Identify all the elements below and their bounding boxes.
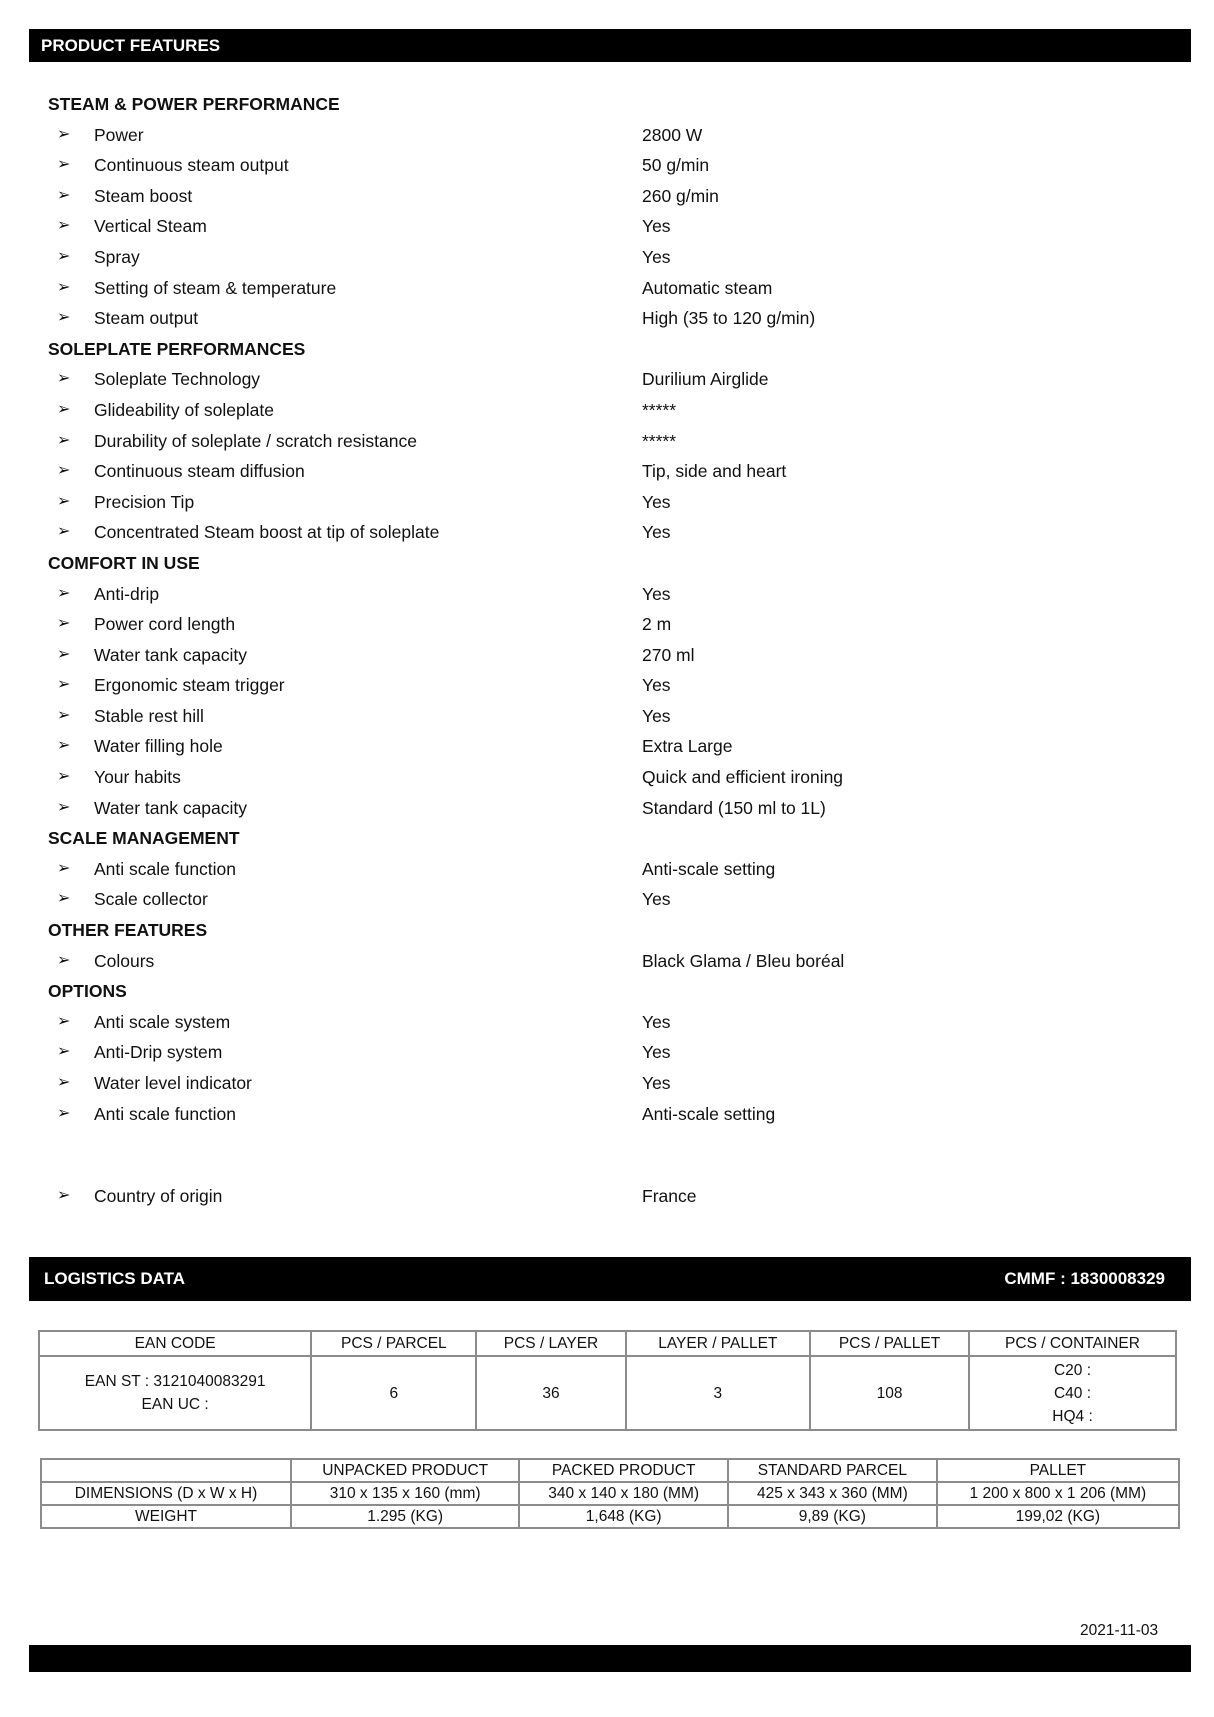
feature-row [48,1068,1168,1099]
feature-label: Vertical Steam [94,216,207,237]
feature-label: Water tank capacity [94,644,248,665]
product-features-title: PRODUCT FEATURES [41,36,221,55]
feature-row [48,211,1168,242]
ean-header-cell: PCS / PARCEL [311,1331,476,1356]
dim-cell: 1.295 (KG) [291,1505,519,1528]
feature-value: Yes [642,246,671,267]
logistics-title: LOGISTICS DATA [44,1269,186,1288]
feature-label: Glideability of soleplate [94,399,274,420]
container-hq4: HQ4 : [1052,1407,1093,1425]
feature-row [48,731,1168,762]
feature-value: Yes [642,889,671,910]
dim-header-cell: STANDARD PARCEL [728,1459,937,1482]
pcs-container-cell [969,1356,1176,1430]
dim-cell: WEIGHT [41,1505,291,1528]
pcs-layer-cell: 36 [476,1356,625,1430]
product-features-header [29,29,1191,62]
feature-row [48,579,1168,610]
arrow-bullet-icon: ➢ [57,798,71,816]
feature-label: Country of origin [94,1186,223,1207]
feature-label: Your habits [94,767,181,788]
arrow-bullet-icon: ➢ [57,645,71,663]
arrow-bullet-icon: ➢ [57,309,71,327]
dimensions-table [40,1458,1180,1529]
feature-label: Precision Tip [94,491,195,512]
feature-value: Standard (150 ml to 1L) [642,797,826,818]
features-list [48,89,1168,1212]
dim-header-cell [41,1459,291,1482]
ean-header-cell: PCS / LAYER [476,1331,625,1356]
feature-row [48,120,1168,151]
feature-value: 270 ml [642,644,695,665]
feature-value: 260 g/min [642,185,719,206]
dimensions-row [41,1482,1179,1505]
feature-value: Automatic steam [642,277,773,298]
ean-table-row [39,1356,1176,1430]
feature-label: Scale collector [94,889,208,910]
weight-row [41,1505,1179,1528]
feature-label: Anti scale function [94,1103,237,1124]
feature-label: Steam output [94,308,199,329]
feature-row [48,762,1168,793]
feature-row [48,517,1168,548]
arrow-bullet-icon: ➢ [57,1074,71,1091]
feature-value: Yes [642,1073,671,1093]
feature-value: Quick and efficient ironing [642,767,844,788]
feature-value: Yes [642,583,671,604]
container-c40: C40 : [1053,1384,1092,1402]
arrow-bullet-icon: ➢ [57,1043,71,1061]
dim-header-cell: PACKED PRODUCT [519,1459,728,1482]
feature-value: 2 m [642,614,672,635]
section-title: SCALE MANAGEMENT [48,828,240,849]
feature-row [48,1181,1168,1212]
feature-row [48,946,1168,977]
feature-row [48,609,1168,640]
arrow-bullet-icon: ➢ [57,951,71,969]
feature-row [48,273,1168,304]
feature-row [48,426,1168,457]
dim-header-cell: UNPACKED PRODUCT [291,1459,519,1482]
dim-cell: 199,02 (KG) [937,1505,1179,1528]
feature-label: Soleplate Technology [94,369,261,390]
arrow-bullet-icon: ➢ [57,584,71,602]
arrow-bullet-icon: ➢ [57,890,71,908]
ean-header-cell: PCS / CONTAINER [969,1331,1176,1356]
feature-row [48,456,1168,487]
document-date: 2021-11-03 [1080,1622,1159,1639]
feature-label: Water level indicator [94,1073,252,1093]
dim-cell: DIMENSIONS (D x W x H) [41,1482,291,1505]
section-title: STEAM & POWER PERFORMANCE [48,94,340,114]
arrow-bullet-icon: ➢ [57,370,71,388]
feature-row [48,793,1168,824]
footer-bar [29,1645,1191,1672]
section-title: SOLEPLATE PERFORMANCES [48,338,306,359]
ean-code-cell [39,1356,311,1430]
arrow-bullet-icon: ➢ [57,706,71,724]
feature-label: Durability of soleplate / scratch resistance [94,430,417,451]
feature-row [48,670,1168,701]
feature-label: Colours [94,950,155,971]
section-title: OPTIONS [48,981,127,1002]
ean-table-header-row [39,1331,1176,1356]
feature-row [48,303,1168,334]
cmmf-code: CMMF : 1830008329 [1004,1269,1165,1288]
arrow-bullet-icon: ➢ [57,400,71,418]
arrow-bullet-icon: ➢ [57,492,71,510]
feature-label: Continuous steam diffusion [94,461,305,482]
feature-row [48,487,1168,518]
feature-value: High (35 to 120 g/min) [642,308,816,329]
feature-value: 2800 W [642,124,703,145]
dim-cell: 1 200 x 800 x 1 206 (MM) [937,1482,1179,1505]
layer-pallet-cell: 3 [626,1356,810,1430]
feature-label: Anti scale system [94,1011,231,1032]
dim-table-header-row [41,1459,1179,1482]
feature-value: Yes [642,705,671,726]
pcs-pallet-cell: 108 [810,1356,969,1430]
feature-value: Yes [642,675,671,696]
feature-label: Concentrated Steam boost at tip of soleplate [94,522,440,543]
arrow-bullet-icon: ➢ [57,615,71,633]
feature-row [48,701,1168,732]
feature-label: Anti-drip [94,583,160,604]
feature-value: Extra Large [642,736,733,757]
ean-header-cell: LAYER / PALLET [626,1331,810,1356]
feature-value: Yes [642,522,671,543]
ean-header-cell: PCS / PALLET [810,1331,969,1356]
arrow-bullet-icon: ➢ [57,523,71,541]
arrow-bullet-icon: ➢ [57,462,71,480]
feature-value: Tip, side and heart [642,461,787,482]
feature-row [48,854,1168,885]
feature-row [48,364,1168,395]
arrow-bullet-icon: ➢ [57,1104,71,1122]
feature-label: Power cord length [94,614,236,635]
dim-cell: 9,89 (KG) [728,1505,937,1528]
feature-value: Yes [642,491,671,512]
feature-row [48,640,1168,671]
feature-label: Continuous steam output [94,155,289,176]
arrow-bullet-icon: ➢ [57,186,71,204]
feature-label: Power [94,124,144,145]
feature-value: Anti-scale setting [642,858,776,879]
arrow-bullet-icon: ➢ [57,125,71,143]
feature-label: Water tank capacity [94,797,248,818]
ean-uc: EAN UC : [141,1396,209,1413]
arrow-bullet-icon: ➢ [57,1187,71,1205]
feature-row [48,1007,1168,1038]
feature-label: Anti scale function [94,858,237,879]
feature-row [48,884,1168,915]
dim-header-cell: PALLET [937,1459,1179,1482]
feature-value: ***** [642,430,677,451]
feature-label: Steam boost [94,185,193,206]
pcs-parcel-cell: 6 [311,1356,476,1430]
section-title: OTHER FEATURES [48,920,208,941]
feature-label: Water filling hole [94,736,223,757]
feature-row [48,150,1168,181]
feature-value: Black Glama / Bleu boréal [642,950,845,971]
feature-label: Setting of steam & temperature [94,277,337,298]
section-title: COMFORT IN USE [48,552,200,573]
arrow-bullet-icon: ➢ [57,431,71,449]
arrow-bullet-icon: ➢ [57,737,71,755]
arrow-bullet-icon: ➢ [57,768,71,786]
feature-value: ***** [642,399,677,420]
dim-cell: 310 x 135 x 160 (mm) [291,1482,519,1505]
logistics-header [29,1257,1191,1301]
feature-label: Ergonomic steam trigger [94,675,285,696]
ean-st: EAN ST : 3121040083291 [84,1373,266,1390]
container-c20: C20 : [1053,1361,1092,1379]
arrow-bullet-icon: ➢ [57,859,71,877]
feature-row [48,181,1168,212]
feature-label: Spray [94,246,140,267]
arrow-bullet-icon: ➢ [57,676,71,694]
dim-cell: 425 x 343 x 360 (MM) [728,1482,937,1505]
dim-cell: 340 x 140 x 180 (MM) [519,1482,728,1505]
feature-label: Stable rest hill [94,705,204,726]
arrow-bullet-icon: ➢ [57,1012,71,1030]
feature-value: Yes [642,1011,671,1032]
arrow-bullet-icon: ➢ [57,156,71,174]
arrow-bullet-icon: ➢ [57,247,71,265]
arrow-bullet-icon: ➢ [57,278,71,296]
feature-row [48,1037,1168,1068]
feature-value: Yes [642,216,671,237]
arrow-bullet-icon: ➢ [57,217,71,235]
feature-row [48,1099,1168,1130]
feature-row [48,395,1168,426]
feature-value: Anti-scale setting [642,1103,776,1124]
feature-value: 50 g/min [642,155,710,176]
feature-label: Anti-Drip system [94,1042,223,1063]
ean-table [38,1330,1177,1431]
dim-cell: 1,648 (KG) [519,1505,728,1528]
feature-value: Durilium Airglide [642,369,769,390]
feature-value: Yes [642,1042,671,1063]
feature-value: France [642,1186,697,1207]
feature-row [48,242,1168,273]
ean-header-cell: EAN CODE [39,1331,311,1356]
